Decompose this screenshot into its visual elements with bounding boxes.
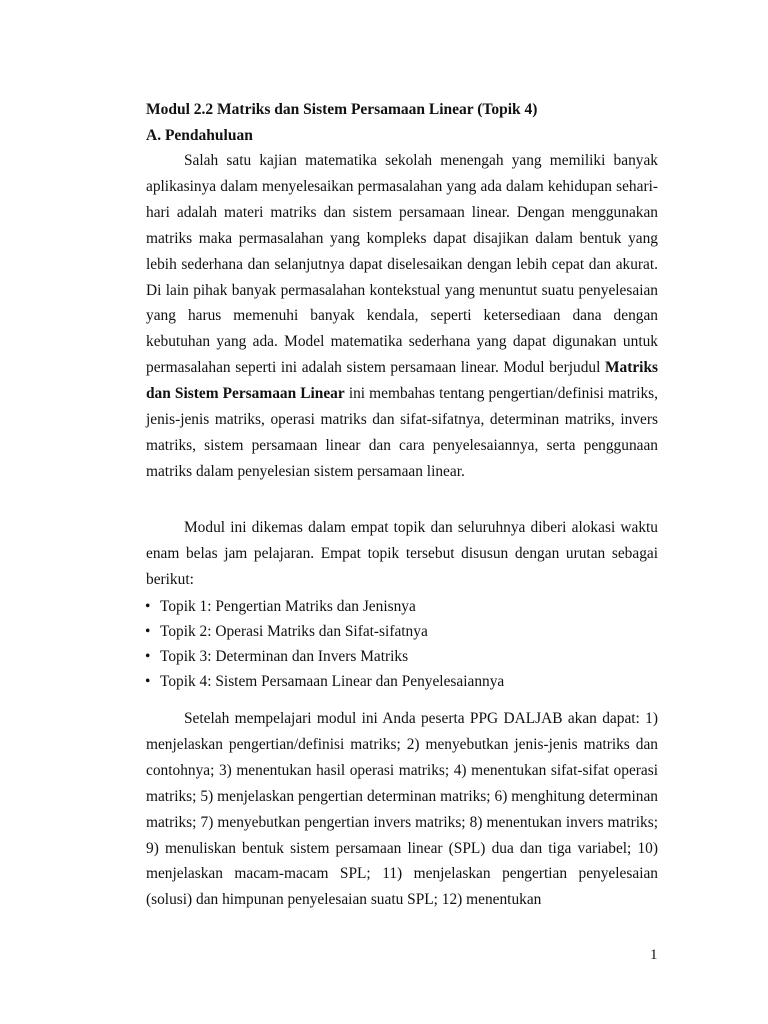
bullet-icon: • — [145, 648, 151, 665]
bullet-icon: • — [145, 673, 151, 690]
topic-overview-paragraph: Modul ini dikemas dalam empat topik dan seluruhnya diberi alokasi waktu enam belas jam pelajaran. Empat topik tersebut disusun dengan urutan sebagai berikut: — [146, 519, 658, 588]
page-number: 1 — [650, 947, 658, 963]
introduction-paragraph — [146, 148, 658, 485]
topic-list-item — [145, 669, 665, 694]
paragraph-text-continued: ini membahas tentang pengertian/definisi matriks, jenis-jenis matriks, operasi matriks dan sifat-sifatnya, determinan matriks, invers matriks, sistem persamaan linear dan cara penyelesaiannya, serta penggunaan matriks dalam penyelesian sistem persamaan linear. — [146, 385, 659, 480]
topic-list-item — [145, 619, 665, 644]
paragraph-text: Salah satu kajian matematika sekolah menengah yang memiliki banyak aplikasinya dalam menyelesaikan permasalahan yang ada dalam kehidupan sehari-hari adalah materi matriks dan sistem persamaan linear. Dengan menggunakan matriks maka permasalahan yang kompleks dapat disajikan dalam bentuk yang lebih sederhana dan selanjutnya dapat diselesaikan dengan lebih cepat dan akurat. Di lain pihak banyak permasalahan kontekstual yang menuntut suatu penyelesaian yang harus memenuhi banyak kendala, seperti ketersediaan dana dengan kebutuhan yang ada. Model matematika sederhana yang dapat digunakan untuk permasalahan seperti ini adalah sistem persamaan linear. Modul berjudul — [146, 152, 658, 377]
topic-list-item — [145, 594, 665, 619]
bullet-icon: • — [145, 598, 151, 615]
topic-label: Topik 2: Operasi Matriks dan Sifat-sifatnya — [160, 623, 428, 640]
section-heading: A. Pendahuluan — [146, 127, 253, 144]
topic-list — [145, 594, 665, 694]
module-name-bold: Matriks dan Sistem Persamaan Linear — [146, 359, 658, 403]
topic-label: Topik 3: Determinan dan Invers Matriks — [160, 648, 409, 665]
topic-label: Topik 1: Pengertian Matriks dan Jenisnya — [160, 598, 416, 615]
topic-list-item — [145, 644, 665, 669]
bullet-icon: • — [145, 623, 151, 640]
module-title: Modul 2.2 Matriks dan Sistem Persamaan Linear (Topik 4) — [146, 101, 538, 118]
topic-label: Topik 4: Sistem Persamaan Linear dan Penyelesaiannya — [160, 673, 505, 690]
learning-objectives-paragraph: Setelah mempelajari modul ini Anda peserta PPG DALJAB akan dapat: 1) menjelaskan pengertian/definisi matriks; 2) menyebutkan jenis-jenis matriks dan contohnya; 3) menentukan hasil operasi matriks; 4) menentukan sifat-sifat operasi matriks; 5) menjelaskan pengertian determinan matriks; 6) menghitung determinan matriks; 7) menyebutkan pengertian invers matriks; 8) menentukan invers matriks; 9) menuliskan bentuk sistem persamaan linear (SPL) dua dan tiga variabel; 10) menjelaskan macam-macam SPL; 11) menjelaskan pengertian penyelesaian (solusi) dan himpunan penyelesaian suatu SPL; 12) menentukan — [146, 710, 658, 909]
